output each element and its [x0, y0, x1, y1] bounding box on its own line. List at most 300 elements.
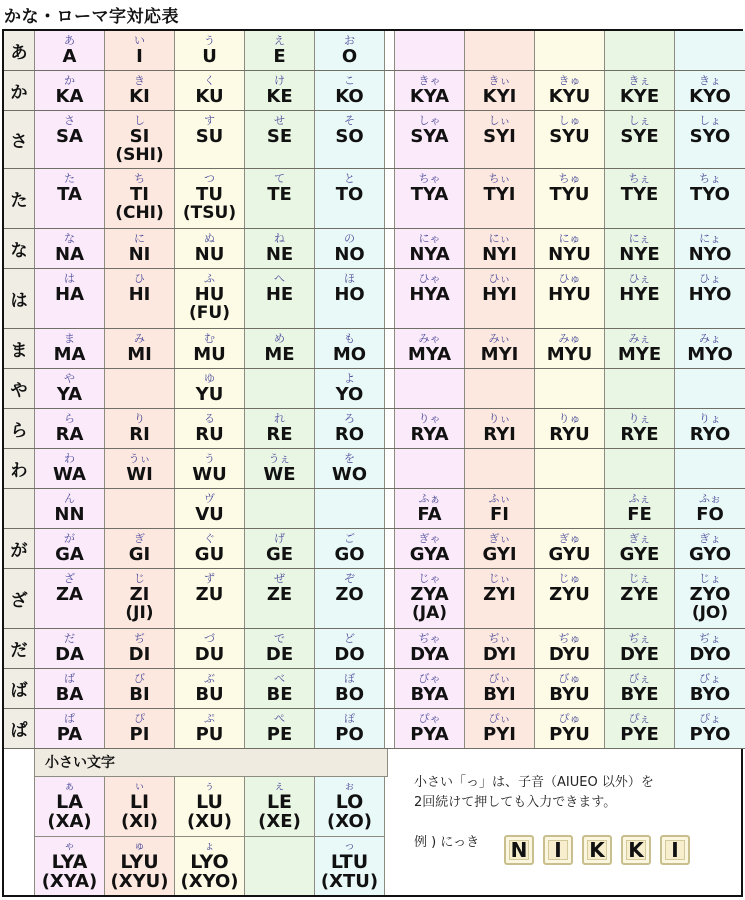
romaji-label: DYU	[548, 644, 591, 665]
romaji-label: MYI	[480, 344, 519, 365]
kana-label: ゅ	[134, 839, 145, 852]
kana-cell	[315, 709, 385, 748]
kana-cell	[315, 169, 385, 228]
small-characters-section	[4, 749, 741, 895]
romaji-label: I	[136, 46, 143, 67]
romaji-label: PO	[335, 724, 364, 745]
kana-label: も	[344, 332, 355, 345]
romaji-label: DYE	[620, 644, 659, 665]
kana-label: ぱ	[64, 712, 75, 725]
kana-label: ま	[64, 332, 75, 345]
kana-label: べ	[274, 672, 285, 685]
kana-cell	[245, 409, 315, 448]
kana-label: る	[204, 412, 215, 425]
small-kana-cell	[105, 837, 175, 895]
table-row	[4, 31, 745, 71]
kana-label: ぉ	[344, 779, 355, 792]
kana-label: ひぇ	[628, 272, 651, 285]
table-row	[4, 169, 745, 229]
kana-label: ぴぇ	[628, 712, 651, 725]
romaji-label: NYA	[409, 244, 450, 265]
yoon-cell	[395, 31, 465, 70]
romaji-label: WO	[331, 464, 368, 485]
romaji-label: RYE	[620, 424, 659, 445]
yoon-cell	[535, 31, 605, 70]
yoon-cell	[535, 709, 605, 748]
romaji-label: RI	[129, 424, 150, 445]
romaji-label: LO	[335, 791, 364, 813]
romaji-label: GU	[194, 544, 225, 565]
kana-label: れ	[274, 412, 285, 425]
kana-label: ち	[134, 172, 145, 185]
kana-label: びゅ	[558, 672, 581, 685]
yoon-cell	[605, 409, 675, 448]
romaji-label: LA	[56, 791, 83, 813]
kana-label: ちぇ	[628, 172, 651, 185]
kana-cell	[315, 31, 385, 70]
kana-label: うぃ	[128, 452, 151, 465]
column-gap	[385, 489, 395, 528]
kana-cell	[105, 329, 175, 368]
romaji-label: DI	[128, 644, 151, 665]
romaji-alt-label: (CHI)	[115, 203, 164, 223]
romaji-label: RU	[195, 424, 224, 445]
kana-cell	[315, 369, 385, 408]
yoon-cell	[535, 329, 605, 368]
romaji-label: SA	[56, 126, 83, 147]
kana-cell	[35, 31, 105, 70]
kana-label: に	[134, 232, 145, 245]
kana-label: しぃ	[488, 114, 511, 127]
kana-label: が	[64, 532, 75, 545]
yoon-cell	[675, 569, 745, 628]
table-row	[4, 489, 745, 529]
kana-label: は	[64, 272, 75, 285]
romaji-label: O	[341, 46, 358, 67]
yoon-cell	[535, 269, 605, 328]
kana-label: きぇ	[628, 74, 651, 87]
yoon-cell	[535, 489, 605, 528]
kana-label: しぇ	[628, 114, 651, 127]
kana-cell	[315, 111, 385, 168]
row-label: か	[4, 71, 35, 110]
yoon-cell	[535, 449, 605, 488]
romaji-label: HU	[194, 284, 225, 305]
kana-label: ひ	[134, 272, 145, 285]
romaji-alt-label: (FU)	[189, 303, 230, 323]
kana-cell	[35, 709, 105, 748]
kana-label: ふぇ	[628, 492, 651, 505]
kana-label: じゃ	[418, 572, 441, 585]
kana-label: ぽ	[344, 712, 355, 725]
romaji-alt-label: (JO)	[691, 603, 729, 623]
kana-cell	[245, 489, 315, 528]
romaji-label: NYI	[482, 244, 517, 265]
row-label: だ	[4, 629, 35, 668]
romaji-label: SE	[266, 126, 293, 147]
kana-label: ぴ	[134, 712, 145, 725]
example-label: 例 ) にっき	[414, 835, 480, 850]
yoon-cell	[605, 31, 675, 70]
kana-cell	[105, 269, 175, 328]
kana-label: じぇ	[628, 572, 651, 585]
kana-label: りゅ	[558, 412, 581, 425]
kana-label: りょ	[699, 412, 721, 425]
romaji-label: WA	[53, 464, 86, 485]
yoon-cell	[395, 669, 465, 708]
kana-cell	[35, 489, 105, 528]
romaji-label: DU	[194, 644, 225, 665]
kana-label: ほ	[344, 272, 355, 285]
kana-label: こ	[344, 74, 355, 87]
romaji-label: BYE	[620, 684, 659, 705]
romaji-label: MYA	[407, 344, 452, 365]
yoon-cell	[675, 489, 745, 528]
romaji-label: SYA	[410, 126, 449, 147]
kana-label: びぇ	[628, 672, 651, 685]
row-label: わ	[4, 449, 35, 488]
kana-cell	[105, 111, 175, 168]
yoon-cell	[465, 31, 535, 70]
romaji-label: SO	[335, 126, 364, 147]
romaji-label: BA	[55, 684, 84, 705]
yoon-cell	[605, 269, 675, 328]
kana-cell	[175, 229, 245, 268]
table-row	[4, 669, 745, 709]
kana-label: さ	[64, 114, 75, 127]
romaji-label: ZU	[195, 584, 224, 605]
kana-cell	[35, 409, 105, 448]
kana-cell	[35, 529, 105, 568]
romaji-label: TYO	[690, 184, 730, 205]
romaji-label: FE	[627, 504, 652, 525]
column-gap	[385, 369, 395, 408]
yoon-cell	[465, 329, 535, 368]
yoon-cell	[675, 629, 745, 668]
romaji-label: RE	[266, 424, 293, 445]
row-label: ざ	[4, 569, 35, 628]
yoon-cell	[465, 709, 535, 748]
kana-label: ぴゅ	[558, 712, 581, 725]
yoon-cell	[535, 409, 605, 448]
kana-cell	[315, 269, 385, 328]
kana-cell	[175, 329, 245, 368]
romaji-label: PA	[56, 724, 83, 745]
romaji-label: NO	[334, 244, 365, 265]
romaji-label: PYI	[483, 724, 516, 745]
romaji-alt-label: (XTU)	[320, 871, 379, 892]
yoon-cell	[465, 169, 535, 228]
yoon-cell	[395, 229, 465, 268]
kana-cell	[35, 111, 105, 168]
table-row	[4, 569, 745, 629]
romaji-label: NA	[55, 244, 84, 265]
yoon-cell	[675, 169, 745, 228]
small-kana-cell	[175, 837, 245, 895]
yoon-cell	[535, 669, 605, 708]
yoon-cell	[535, 169, 605, 228]
yoon-cell	[465, 629, 535, 668]
yoon-cell	[605, 329, 675, 368]
yoon-cell	[605, 569, 675, 628]
romaji-label: LTU	[330, 851, 369, 873]
romaji-label: HYE	[619, 284, 660, 305]
romaji-label: YU	[195, 384, 224, 405]
kana-cell	[315, 449, 385, 488]
romaji-label: MI	[127, 344, 152, 365]
romaji-label: MYO	[687, 344, 733, 365]
yoon-cell	[675, 31, 745, 70]
yoon-cell	[395, 71, 465, 110]
kana-label: ぃ	[134, 779, 145, 792]
romaji-label: NI	[128, 244, 151, 265]
kana-cell	[105, 71, 175, 110]
column-gap	[385, 31, 395, 70]
kana-label: ふぉ	[699, 492, 721, 505]
kana-label: にゃ	[418, 232, 441, 245]
kana-cell	[245, 369, 315, 408]
romaji-label: MYU	[546, 344, 593, 365]
kana-label: みゃ	[418, 332, 441, 345]
kana-cell	[105, 629, 175, 668]
romaji-label: SYU	[549, 126, 590, 147]
kana-cell	[315, 489, 385, 528]
romaji-label: TE	[267, 184, 292, 205]
romaji-label: BYA	[410, 684, 449, 705]
yoon-cell	[605, 229, 675, 268]
kana-label: う	[204, 452, 215, 465]
kana-label: み	[134, 332, 145, 345]
yoon-cell	[675, 669, 745, 708]
kana-label: ぁ	[64, 779, 75, 792]
kana-label: ひょ	[699, 272, 721, 285]
kana-cell	[315, 329, 385, 368]
romaji-label: BU	[195, 684, 224, 705]
small-characters-heading: 小さい文字	[35, 749, 388, 777]
kana-cell	[105, 229, 175, 268]
romaji-label: MU	[193, 344, 226, 365]
romaji-label: A	[62, 46, 77, 67]
romaji-label: TA	[57, 184, 82, 205]
row-label: が	[4, 529, 35, 568]
kana-label: と	[344, 172, 355, 185]
romaji-label: SYI	[483, 126, 516, 147]
kana-cell	[175, 409, 245, 448]
romaji-label: GYU	[548, 544, 591, 565]
romaji-label: FA	[417, 504, 442, 525]
romaji-label: KO	[335, 86, 364, 107]
kana-cell	[105, 31, 175, 70]
table-row	[4, 269, 745, 329]
yoon-cell	[465, 449, 535, 488]
small-kana-cell	[245, 837, 315, 895]
page-title: かな・ローマ字対応表	[4, 7, 179, 27]
romaji-label: TU	[196, 184, 223, 205]
romaji-label: YO	[335, 384, 364, 405]
kana-label: し	[134, 114, 145, 127]
kana-label: ひゃ	[418, 272, 441, 285]
kana-cell	[245, 629, 315, 668]
romaji-label: GYA	[409, 544, 450, 565]
romaji-label: HYA	[409, 284, 450, 305]
yoon-cell	[395, 111, 465, 168]
yoon-cell	[465, 269, 535, 328]
romaji-label: DYO	[689, 644, 731, 665]
row-label: あ	[4, 31, 35, 70]
table-row	[4, 71, 745, 111]
romaji-label: ZYO	[689, 584, 731, 605]
kana-cell	[245, 31, 315, 70]
column-gap	[385, 629, 395, 668]
yoon-cell	[675, 329, 745, 368]
small-kana-cell	[35, 777, 105, 837]
romaji-label: KI	[129, 86, 150, 107]
kana-label: り	[134, 412, 145, 425]
romaji-label: ZYE	[620, 584, 659, 605]
romaji-label: WE	[263, 464, 296, 485]
kana-cell	[175, 669, 245, 708]
kana-label: ふ	[204, 272, 215, 285]
column-gap	[385, 269, 395, 328]
romaji-label: NN	[54, 504, 85, 525]
romaji-label: NYU	[548, 244, 591, 265]
yoon-cell	[465, 489, 535, 528]
romaji-label: NE	[265, 244, 294, 265]
kana-label: す	[204, 114, 215, 127]
table-row	[4, 409, 745, 449]
kana-cell	[315, 71, 385, 110]
kana-label: ぼ	[344, 672, 355, 685]
row-label: な	[4, 229, 35, 268]
kana-label: め	[274, 332, 285, 345]
romaji-label: ZA	[56, 584, 83, 605]
yoon-cell	[605, 449, 675, 488]
kana-label: ゃ	[64, 839, 75, 852]
romaji-label: HYU	[548, 284, 591, 305]
romaji-label: MA	[53, 344, 86, 365]
kana-label: ぎゃ	[418, 532, 441, 545]
kana-label: にぇ	[628, 232, 651, 245]
kana-label: ぎゅ	[558, 532, 581, 545]
kana-label: ぐ	[204, 532, 215, 545]
romaji-label: GA	[55, 544, 84, 565]
column-gap	[385, 569, 395, 628]
kana-label: へ	[274, 272, 285, 285]
kana-label: りぃ	[488, 412, 511, 425]
romaji-label: KA	[55, 86, 84, 107]
yoon-cell	[605, 111, 675, 168]
keyboard-key-k: K	[621, 835, 651, 865]
romaji-label: KYI	[482, 86, 517, 107]
yoon-cell	[675, 111, 745, 168]
yoon-cell	[395, 629, 465, 668]
kana-label: みゅ	[558, 332, 581, 345]
yoon-cell	[465, 569, 535, 628]
romaji-label: TYU	[549, 184, 590, 205]
romaji-label: PE	[266, 724, 293, 745]
kana-cell	[35, 229, 105, 268]
kana-label: む	[204, 332, 215, 345]
kana-cell	[175, 71, 245, 110]
romaji-alt-label: (TSU)	[182, 203, 237, 223]
kana-label: だ	[64, 632, 75, 645]
small-kana-cell	[315, 777, 385, 837]
kana-cell	[105, 169, 175, 228]
kana-cell	[105, 569, 175, 628]
keyboard-key-k: K	[582, 835, 612, 865]
romaji-label: RYI	[483, 424, 516, 445]
yoon-cell	[465, 409, 535, 448]
kana-label: な	[64, 232, 75, 245]
kana-cell	[175, 489, 245, 528]
kana-label: け	[274, 74, 285, 87]
kana-label: きょ	[699, 74, 721, 87]
yoon-cell	[465, 369, 535, 408]
kana-label: びょ	[699, 672, 721, 685]
kana-label: を	[344, 452, 355, 465]
yoon-cell	[465, 529, 535, 568]
kana-cell	[35, 269, 105, 328]
kana-label: ん	[64, 492, 75, 505]
table-row	[4, 229, 745, 269]
romaji-label: HA	[55, 284, 84, 305]
yoon-cell	[395, 709, 465, 748]
yoon-cell	[605, 369, 675, 408]
romaji-alt-label: (SHI)	[115, 145, 164, 165]
kana-label: ぴゃ	[418, 712, 441, 725]
kana-label: きゃ	[418, 74, 441, 87]
kana-label: え	[274, 34, 285, 47]
kana-label: ぺ	[274, 712, 285, 725]
romaji-label: GYI	[482, 544, 517, 565]
yoon-cell	[675, 269, 745, 328]
kana-label: よ	[344, 372, 355, 385]
kana-label: ちょ	[699, 172, 721, 185]
kana-label: び	[134, 672, 145, 685]
romaji-label: SYO	[689, 126, 731, 147]
yoon-cell	[675, 709, 745, 748]
keyboard-key-n: N	[504, 835, 534, 865]
kana-label: ぷ	[204, 712, 215, 725]
kana-label: ぢゃ	[418, 632, 441, 645]
romaji-alt-label: (XYO)	[180, 871, 239, 892]
kana-label: ず	[204, 572, 215, 585]
yoon-cell	[395, 569, 465, 628]
yoon-cell	[465, 111, 535, 168]
kana-label: て	[274, 172, 285, 185]
yoon-cell	[395, 489, 465, 528]
row-label: ま	[4, 329, 35, 368]
kana-cell	[35, 569, 105, 628]
kana-cell	[175, 529, 245, 568]
kana-label: じ	[134, 572, 145, 585]
kana-cell	[35, 449, 105, 488]
kana-cell	[175, 111, 245, 168]
yoon-cell	[395, 529, 465, 568]
romaji-label: YA	[56, 384, 83, 405]
kana-label: ぢゅ	[558, 632, 581, 645]
yoon-cell	[465, 229, 535, 268]
romaji-label: PYA	[410, 724, 449, 745]
kana-label: ぎょ	[699, 532, 721, 545]
kana-label: わ	[64, 452, 75, 465]
romaji-label: PYU	[549, 724, 590, 745]
kana-cell	[315, 669, 385, 708]
romaji-label: HYI	[482, 284, 517, 305]
column-gap	[385, 529, 395, 568]
kana-label: ひぃ	[488, 272, 511, 285]
kana-cell	[105, 369, 175, 408]
